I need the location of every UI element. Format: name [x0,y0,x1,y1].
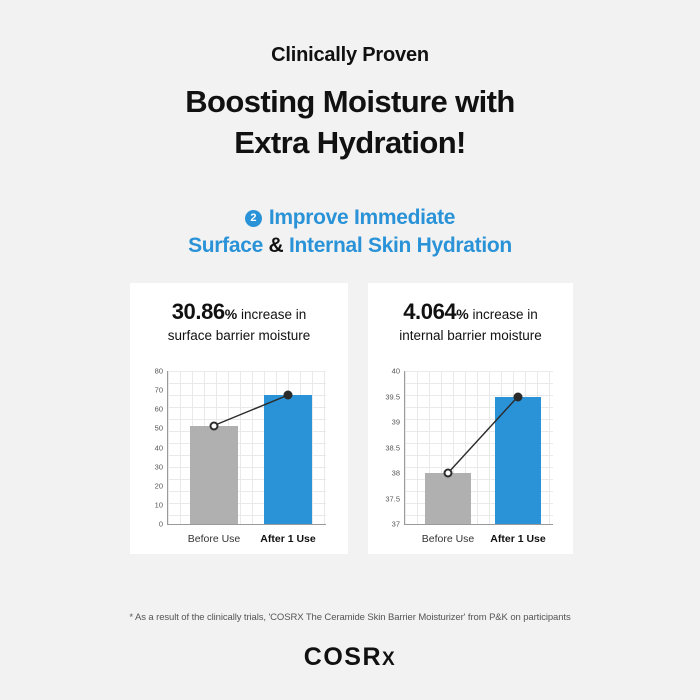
chart-internal-note-line2: internal barrier moisture [399,328,542,344]
xlabel-internal-after: After 1 Use [490,533,546,545]
chart-internal-note [368,297,573,345]
chart-surface-moisture [130,283,348,554]
ytick-left-70: 70 [154,385,163,395]
marker-internal-before [444,469,453,478]
xlabel-surface-before: Before Use [187,533,241,545]
subtitle-line-1: Improve Immediate [268,206,456,229]
marker-surface-after [284,391,293,400]
chart-internal-percent: % [456,306,469,322]
xlabel-internal-before: Before Use [421,533,475,545]
chart-surface-note-text: increase in [237,307,307,322]
chart-surface-value: 30.86 [171,299,225,324]
subtitle-row-2 [0,232,700,260]
ytick-left-50: 50 [154,423,163,433]
bar-surface-before [190,426,238,525]
marker-internal-after [514,392,523,401]
ytick-left-40: 40 [154,443,163,452]
bar-surface-after [264,395,312,524]
step-number-badge: 2 [245,210,262,227]
chart-internal-value: 4.064 [403,299,457,324]
bar-internal-after [495,397,541,525]
chart-surface-percent: % [224,306,238,322]
marker-surface-before [210,421,219,430]
ytick-right-38-5: 38.5 [385,443,400,452]
ytick-left-80: 80 [154,366,163,376]
ytick-left-0: 0 [158,519,163,529]
ytick-left-10: 10 [154,500,163,510]
section-subtitle [0,204,700,260]
subtitle-row-1 [0,204,700,232]
chart-internal-plot-area [385,366,553,545]
subtitle-line-2-part-2: Internal Skin Hydration [283,233,512,257]
ytick-left-30: 30 [154,462,163,472]
chart-surface-note [130,297,348,345]
subtitle-line-2-part-1: Surface [188,233,269,257]
ytick-left-60: 60 [154,404,163,414]
xlabel-surface-after: After 1 Use [260,533,316,545]
bar-internal-before [425,473,471,524]
ytick-right-37-5: 37.5 [385,494,400,503]
ytick-left-20: 20 [154,481,163,491]
brand-logo-main: COSR [303,643,383,671]
chart-internal-moisture [368,283,573,554]
ytick-right-37: 37 [391,519,400,529]
brand-logo [0,643,700,672]
headline-line-1: Boosting Moisture with [185,84,515,119]
chart-surface-plot-area [154,366,326,545]
ytick-right-39: 39 [391,417,400,427]
eyebrow-text: Clinically Proven [271,44,429,66]
headline-line-2: Extra Hydration! [234,124,466,160]
ytick-right-40: 40 [391,366,400,376]
ytick-right-39-5: 39.5 [385,392,400,401]
footnote-text: * As a result of the clinically trials, 'COSRX The Ceramide Skin Barrier Moisturizer' from P&K on participants [129,612,571,623]
chart-internal-note-text: increase in [468,307,538,322]
brand-logo-x: X [382,649,397,670]
chart-surface-note-line2: surface barrier moisture [167,328,311,344]
ampersand: & [268,233,284,257]
page-title [0,82,700,164]
ytick-right-38: 38 [391,468,400,478]
